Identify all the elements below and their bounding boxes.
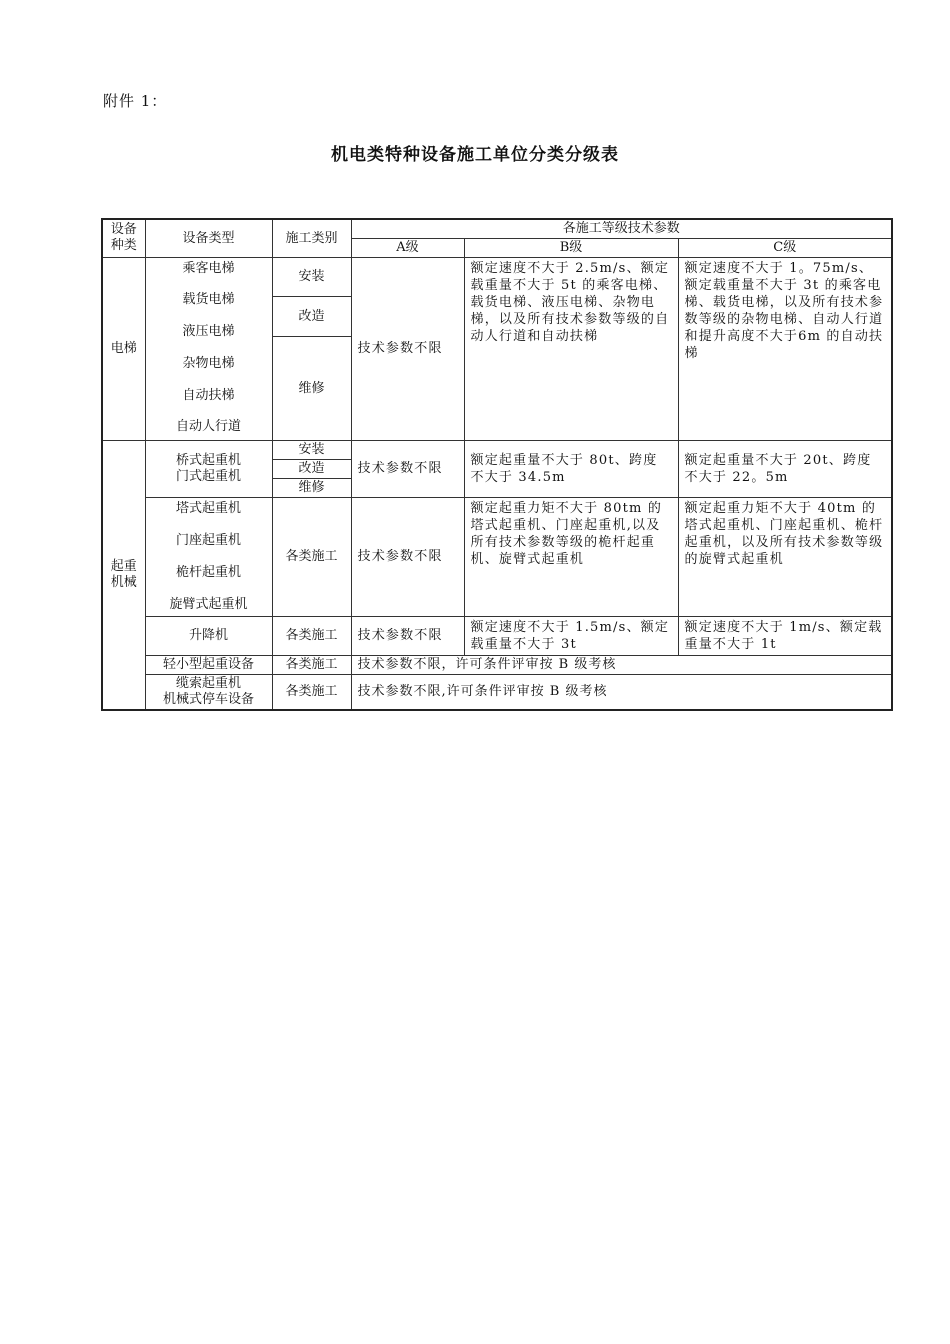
elevator-modify: 改造 bbox=[272, 296, 351, 336]
document-title: 机电类特种设备施工单位分类分级表 bbox=[331, 145, 619, 165]
list-item: 塔式起重机 bbox=[175, 500, 241, 516]
elevator-maintain: 维修 bbox=[272, 336, 351, 440]
crane-hoist-type: 升降机 bbox=[145, 616, 272, 655]
elevator-install: 安装 bbox=[272, 257, 351, 296]
crane-modify: 改造 bbox=[272, 459, 351, 478]
list-item: 旋臂式起重机 bbox=[169, 596, 248, 612]
crane-tower-construction: 各类施工 bbox=[272, 497, 351, 616]
elevator-type-list bbox=[145, 257, 272, 440]
list-item: 门座起重机 bbox=[175, 532, 241, 548]
classification-table bbox=[101, 218, 893, 711]
header-type: 设备类型 bbox=[145, 219, 272, 257]
crane-bridge-gantry: 桥式起重机 门式起重机 bbox=[145, 440, 272, 497]
crane-bridge-grade-b: 额定起重量不大于 80t、跨度不大于 34.5m bbox=[464, 440, 678, 497]
crane-maintain: 维修 bbox=[272, 478, 351, 497]
list-item: 载货电梯 bbox=[182, 292, 235, 308]
crane-tower-type-list bbox=[145, 497, 272, 616]
crane-hoist-construction: 各类施工 bbox=[272, 616, 351, 655]
crane-bridge-grade-a: 技术参数不限 bbox=[351, 440, 464, 497]
crane-hoist-grade-a: 技术参数不限 bbox=[351, 616, 464, 655]
parking-params: 技术参数不限,许可条件评审按 B 级考核 bbox=[351, 674, 892, 710]
crane-install: 安装 bbox=[272, 440, 351, 459]
attachment-label: 附件 1： bbox=[103, 92, 168, 110]
elevator-grade-a: 技术参数不限 bbox=[351, 257, 464, 440]
crane-tower-grade-a: 技术参数不限 bbox=[351, 497, 464, 616]
crane-tower-grade-b: 额定起重力矩不大于 80tm 的塔式起重机、门座起重机,以及所有技术参数等级的桅杆起重机、旋臂式起重机 bbox=[464, 497, 678, 616]
list-item: 乘客电梯 bbox=[182, 260, 235, 276]
parking-construction: 各类施工 bbox=[272, 674, 351, 710]
header-grade-b: B级 bbox=[464, 238, 678, 257]
header-grade-c: C级 bbox=[678, 238, 892, 257]
crane-light-construction: 各类施工 bbox=[272, 655, 351, 674]
crane-light-type: 轻小型起重设备 bbox=[145, 655, 272, 674]
crane-tower-grade-c: 额定起重力矩不大于 40tm 的塔式起重机、门座起重机、桅杆起重机，以及所有技术参数等级的旋臂式起重机 bbox=[678, 497, 892, 616]
crane-light-params: 技术参数不限，许可条件评审按 B 级考核 bbox=[351, 655, 892, 674]
list-item: 桅杆起重机 bbox=[175, 564, 241, 580]
elevator-grade-b: 额定速度不大于 2.5m/s、额定载重量不大于 5t 的乘客电梯、载货电梯、液压电梯、杂物电梯，以及所有技术参数等级的自动人行道和自动扶梯 bbox=[464, 257, 678, 440]
header-construction: 施工类别 bbox=[272, 219, 351, 257]
parking-type: 缆索起重机 机械式停车设备 bbox=[145, 674, 272, 710]
elevator-grade-c: 额定速度不大于 1。75m/s、额定载重量不大于 3t 的乘客电梯、载货电梯，以及所有技术参数等级的杂物电梯、自动人行道和提升高度不大于6m 的自动扶梯 bbox=[678, 257, 892, 440]
category-crane: 起重 机械 bbox=[102, 440, 145, 710]
list-item: 杂物电梯 bbox=[182, 355, 235, 371]
crane-hoist-grade-b: 额定速度不大于 1.5m/s、额定载重量不大于 3t bbox=[464, 616, 678, 655]
list-item: 液压电梯 bbox=[182, 324, 235, 340]
list-item: 自动人行道 bbox=[175, 419, 241, 435]
crane-bridge-grade-c: 额定起重量不大于 20t、跨度不大于 22。5m bbox=[678, 440, 892, 497]
category-elevator: 电梯 bbox=[102, 257, 145, 440]
header-grade-a: A级 bbox=[351, 238, 464, 257]
header-params: 各施工等级技术参数 bbox=[351, 219, 892, 238]
list-item: 自动扶梯 bbox=[182, 387, 235, 403]
header-category: 设备 种类 bbox=[102, 219, 145, 257]
crane-hoist-grade-c: 额定速度不大于 1m/s、额定载重量不大于 1t bbox=[678, 616, 892, 655]
